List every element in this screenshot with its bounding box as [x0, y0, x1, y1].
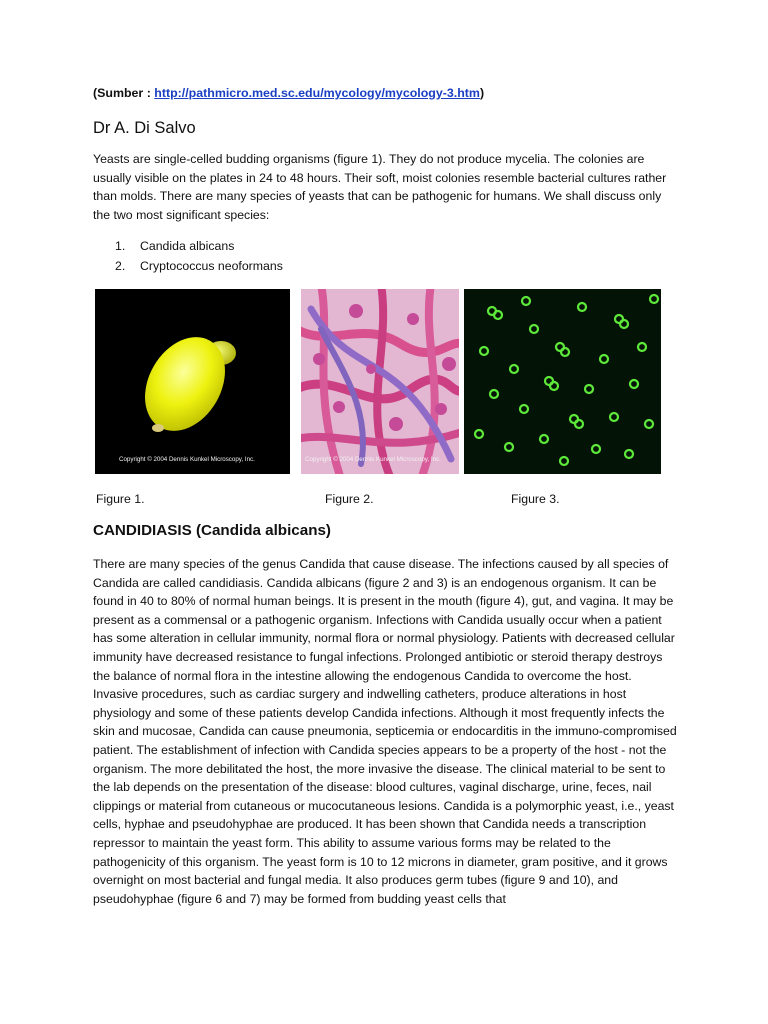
figure-3-caption: Figure 3.: [511, 492, 560, 506]
figure-2-credit: Copyright © 2004 Dennis Kunkel Microscopy, Inc.: [305, 456, 441, 463]
figure-1-credit: Copyright © 2004 Dennis Kunkel Microscopy, Inc.: [119, 456, 255, 463]
author-name: Dr A. Di Salvo: [93, 119, 196, 137]
figure-1-caption: Figure 1.: [96, 492, 145, 506]
source-prefix: (Sumber :: [93, 86, 155, 100]
source-line: [93, 86, 484, 100]
intro-paragraph: Yeasts are single-celled budding organisms (figure 1). They do not produce mycelia. The colonies are usually visible on the plates in 24 to 48 hours. Their soft, moist colonies resemble bacterial cultures rather than molds. There are many species of yeasts that can be pathogenic for humans. We shall discuss only the two most significant species:: [93, 152, 667, 222]
section-heading: CANDIDIASIS (Candida albicans): [93, 522, 331, 539]
source-link[interactable]: http://pathmicro.med.sc.edu/mycology/mycology-3.htm: [154, 86, 480, 100]
list-item: [115, 257, 283, 277]
body-paragraph: There are many species of the genus Candida that cause disease. The infections caused by all species of Candida are called candidiasis. Candida albicans (figure 2 and 3) is an endogenous organism. It can be found in 40 to 80% of normal human beings. It is present in the mouth (figure 4), gut, and vagina. It may be present as a commensal or a pathogenic organism. Infections with Candida usually occur when a patient has some alteration in cellular immunity, normal flora or normal physiology. Patients with decreased cellular immunity have decreased resistance to fungal infections. Prolonged antibiotic or steroid therapy destroys the balance of normal flora in the intestine allowing the endogenous Candida to overcome the host. Invasive procedures, such as cardiac surgery and indwelling catheters, produce alterations in host physiology and some of these patients develop Candida infections. Although it most frequently infects the skin and mucosae, Candida can cause pneumonia, septicemia or endocarditis in the immuno-compromised patient. The establishment of infection with Candida species appears to be a property of the host - not the organism. The more debilitated the host, the more invasive the disease. The clinical material to be sent to the lab depends on the presentation of the disease: blood cultures, vaginal discharge, urine, feces, nail clippings or material from cutaneous or mucocutaneous lesions. Candida is a polymorphic yeast, i.e., yeast cells, hyphae and pseudohyphae are produced. It has been shown that Candida needs a transcription repressor to maintain the yeast form. This ability to assume various forms may be related to the pathogenicity of this organism. The yeast form is 10 to 12 microns in diameter, gram positive, and it grows overnight on most bacterial and fungal media. It also produces germ tubes (figure 9 and 10), and pseudohyphae (figure 6 and 7) may be formed from budding yeast cells that: [93, 557, 677, 906]
figure-2-caption: Figure 2.: [325, 492, 374, 506]
source-suffix: ): [479, 86, 485, 100]
figure-1-image: [95, 289, 290, 474]
list-text: Candida albicans: [140, 239, 235, 253]
list-item: [115, 237, 283, 257]
list-text: Cryptococcus neoformans: [140, 258, 283, 273]
figure-2-image: [301, 289, 459, 474]
list-number: 1.: [115, 239, 126, 253]
list-number: 2.: [115, 258, 126, 273]
species-list: [115, 237, 283, 276]
figure-3-image: [464, 289, 661, 474]
